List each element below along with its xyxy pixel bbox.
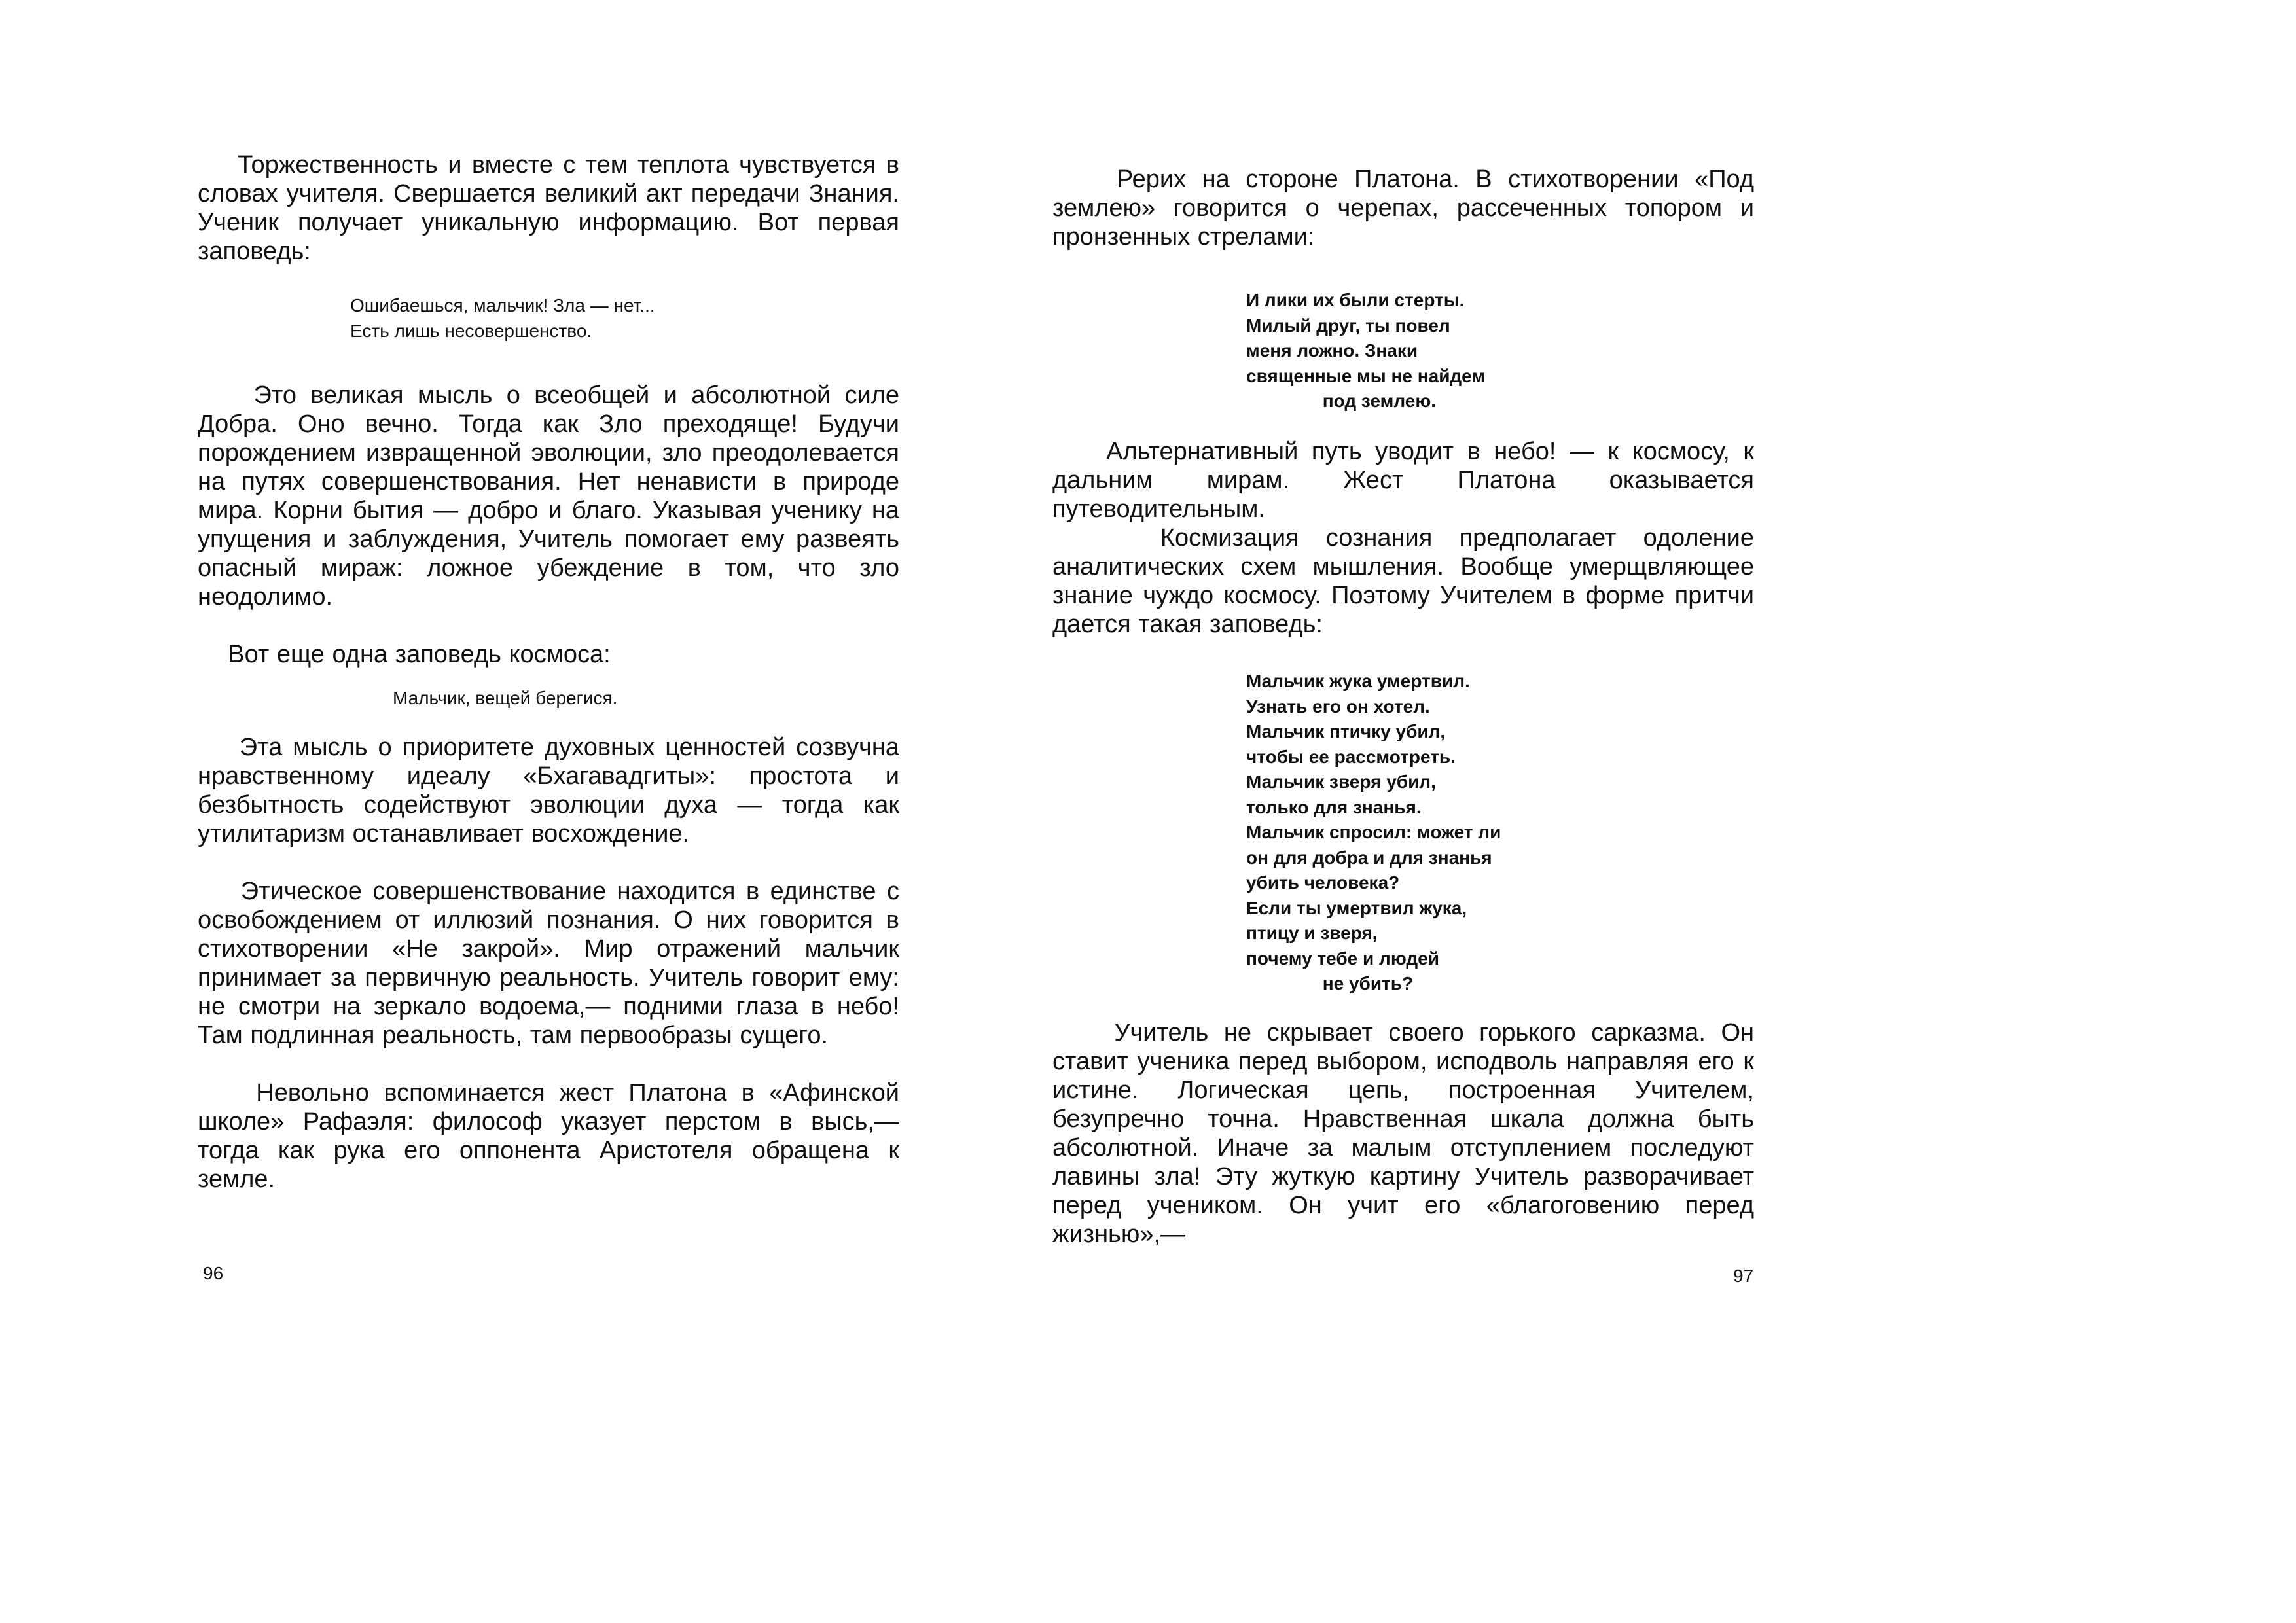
page-number: 96 <box>203 1263 224 1283</box>
paragraph: Альтернативный путь уводит в небо! — к космосу, к дальним мирам. Жест Платона оказывается путеводительным. <box>1052 438 1754 523</box>
paragraph: Космизация сознания предполагает одоление аналитических схем мышления. Вообще умерщвляющее знание чуждо космосу. Поэтому Учителем в форме притчи дается такая заповедь: <box>1052 524 1754 638</box>
quote: Ошибаешься, мальчик! Зла — нет... Есть лишь несовершенство. <box>350 295 655 341</box>
paragraph: Рерих на стороне Платона. В стихотворении «Под землею» говорится о черепах, рассеченных топором и пронзенных стрелами: <box>1052 166 1754 251</box>
poem: Мальчик жука умертвил. Узнать его он хотел. Мальчик птичку убил, чтобы ее рассмотреть. Мальчик зверя убил, только для знанья. Мальчик спросил: может ли он для добра и для знанья убить человека? Если ты умертвил жука, птицу и зверя, почему тебе и людей не убить? <box>1246 671 1501 993</box>
paragraph: Учитель не скрывает своего горького сарказма. Он ставит ученика перед выбором, исподволь направляя его к истине. Логическая цепь, построенная Учителем, безупречно точна. Нравственная шкала должна быть абсолютной. Иначе за малым отступлением последуют лавины зла! Эту жуткую картину Учитель разворачивает перед учеником. Он учит его «благоговению перед жизнью»,— <box>1052 1019 1754 1248</box>
paragraph: Невольно вспоминается жест Платона в «Афинской школе» Рафаэля: философ указует перстом в высь,— тогда как рука его оппонента Аристотеля обращена к земле. <box>198 1079 899 1193</box>
paragraph: Эта мысль о приоритете духовных ценностей созвучна нравственному идеалу «Бхагавадгиты»: простота и безбытность содействуют эволюции духа — тогда как утилитаризм останавливает восхождение. <box>198 734 899 847</box>
paragraph: Вот еще одна заповедь космоса: <box>198 641 611 668</box>
paragraph: Это великая мысль о всеобщей и абсолютной силе Добра. Оно вечно. Тогда как Зло преходяще! Будучи порождением извращенной эволюции, зло преодолевается на путях совершенствования. Нет ненависти в природе мира. Корни бытия — добро и благо. Указывая ученику на упущения и заблуждения, Учитель помогает ему развеять опасный мираж: ложное убеждение в том, что зло неодолимо. <box>198 382 899 611</box>
poem: И лики их были стерты. Милый друг, ты повел меня ложно. Знаки священные мы не найдем под землею. <box>1246 290 1486 411</box>
quote: Мальчик, вещей берегися. <box>393 688 618 708</box>
paragraph: Этическое совершенствование находится в единстве с освобождением от иллюзий познания. О них говорится в стихотворении «Не закрой». Мир отражений мальчик принимает за первичную реальность. Учитель говорит ему: не смотри на зеркало водоема,— подними глаза в небо! Там подлинная реальность, там первообразы сущего. <box>198 878 899 1049</box>
paragraph: Торжественность и вместе с тем теплота чувствуется в словах учителя. Свершается великий акт передачи Знания. Ученик получает уникальную информацию. Вот первая заповедь: <box>198 151 899 265</box>
page-number: 97 <box>1733 1266 1754 1286</box>
